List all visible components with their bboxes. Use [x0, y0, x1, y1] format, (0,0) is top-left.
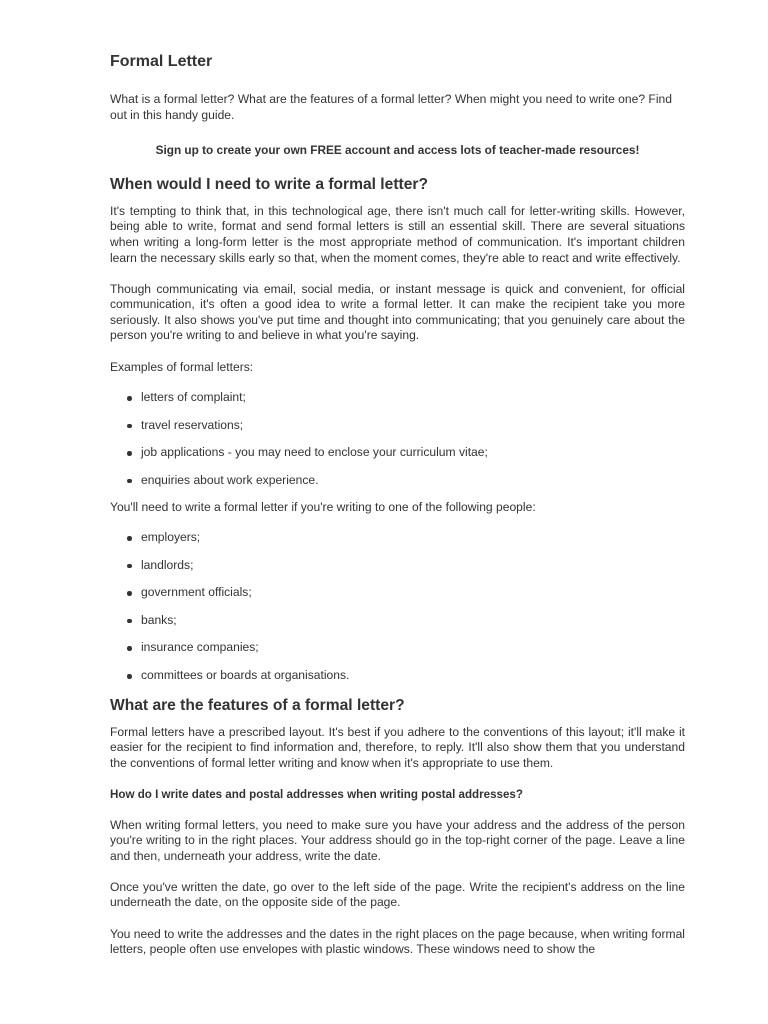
section-heading-features: What are the features of a formal letter? [110, 696, 405, 714]
list-item: employers; [141, 530, 685, 546]
list-item: banks; [141, 613, 685, 629]
people-list [110, 530, 685, 684]
document-page [110, 52, 685, 973]
list-item: insurance companies; [141, 640, 685, 656]
examples-list [110, 390, 685, 488]
list-item: committees or boards at organisations. [141, 668, 685, 684]
paragraph: When writing formal letters, you need to make sure you have your address and the address of the person you're writing to in the right places. Your address should go in the top-right corner of the page. Leave a line and then, underneath your address, write the date. [110, 817, 685, 863]
paragraph: It's tempting to think that, in this technological age, there isn't much call for letter-writing skills. However, being able to write, format and send formal letters is still an essential skill. There are several situations when writing a long-form letter is the most appropriate method of communication. It's important children learn the necessary skills early so that, when the moment comes, they're able to react and write effectively. [110, 203, 685, 265]
intro-paragraph: What is a formal letter? What are the features of a formal letter? When might you need to write one? Find out in this handy guide. [110, 92, 672, 122]
examples-label: Examples of formal letters: [110, 359, 254, 374]
list-item: travel reservations; [141, 418, 685, 434]
paragraph: You need to write the addresses and the dates in the right places on the page because, when writing formal letters, people often use envelopes with plastic windows. These windows need to show the [110, 926, 685, 957]
list-item: enquiries about work experience. [141, 473, 685, 489]
paragraph: Though communicating via email, social media, or instant message is quick and convenient, for official communication, it's often a good idea to write a formal letter. It can make the recipient take you more seriously. It also shows you've put time and thought into communicating; that you genuinely care about the person you're writing to and believe in what you're saying. [110, 281, 685, 343]
section-heading-when: When would I need to write a formal letter? [110, 175, 428, 193]
people-label: You'll need to write a formal letter if you're writing to one of the following people: [110, 499, 536, 514]
subheading-dates-addresses: How do I write dates and postal addresses when writing postal addresses? [110, 787, 523, 801]
signup-prompt: Sign up to create your own FREE account and access lots of teacher-made resources! [155, 143, 640, 158]
list-item: government officials; [141, 585, 685, 601]
paragraph: Once you've written the date, go over to the left side of the page. Write the recipient's address on the line underneath the date, on the opposite side of the page. [110, 879, 685, 910]
paragraph: Formal letters have a prescribed layout. It's best if you adhere to the conventions of this layout; it'll make it easier for the recipient to find information and, therefore, to reply. It'll also show them that you understand the conventions of formal letter writing and know when it's appropriate to use them. [110, 724, 685, 770]
list-item: landlords; [141, 558, 685, 574]
list-item: letters of complaint; [141, 390, 685, 406]
list-item: job applications - you may need to enclose your curriculum vitae; [141, 445, 685, 461]
document-title: Formal Letter [110, 53, 213, 70]
